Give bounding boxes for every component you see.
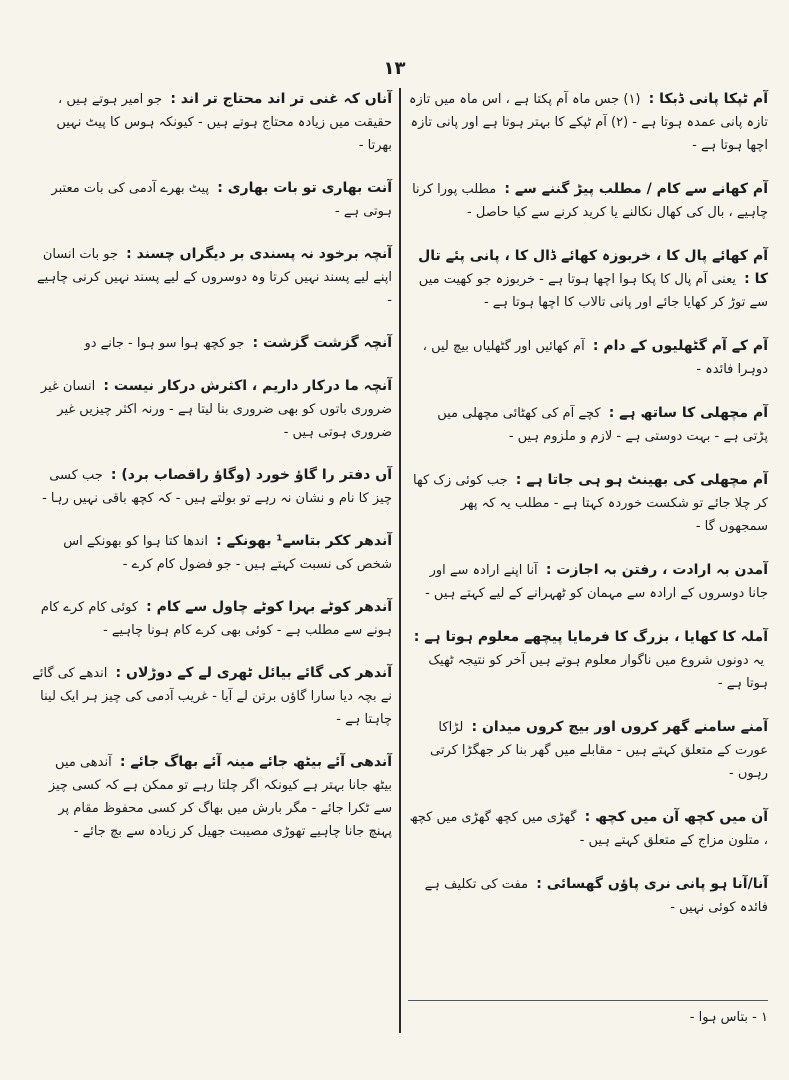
entry — [32, 596, 392, 642]
definition: آم کھائیں اور گٹھلیاں بیچ لیں ، دوہرا فائدہ - — [422, 339, 768, 377]
right-column — [408, 88, 768, 940]
definition: مطلب پورا کرنا چاہیے ، بال کی کھال نکالنے یا کرید کرنے سے کیا حاصل - — [412, 182, 768, 220]
entry — [32, 530, 392, 576]
page-number: ۱۳ — [383, 58, 406, 79]
entry — [32, 375, 392, 444]
entry — [408, 806, 768, 852]
headword: آنچہ گزشت گزشت : — [252, 335, 392, 351]
entry — [408, 178, 768, 224]
headword: آندھر ککر بتاسے¹ بھونکے : — [216, 533, 392, 549]
entry — [408, 469, 768, 538]
headword: آم مچھلی کا ساتھ ہے : — [608, 405, 768, 421]
headword: آں دفتر را گاؤ خورد (وگاؤ راقصاب برد) : — [110, 467, 392, 483]
headword: آمدن بہ ارادت ، رفتن بہ اجازت : — [545, 562, 768, 578]
definition: (۱) جس ماہ آم پکتا ہے ، اس ماہ میں تازہ تازہ پانی عمدہ ہوتا ہے - (۲) آم ٹپکے کا بہتر ہوتا ہے اور پانی تازہ اچھا ہوتا ہے - — [408, 92, 768, 153]
definition: جب کسی چیز کا نام و نشان نہ رہے تو بولتے ہیں - کہ کچھ باقی نہیں رہا - — [42, 468, 392, 506]
headword: آم کھانے سے کام / مطلب پیڑ گننے سے : — [504, 181, 768, 197]
definition: کوئی کام کرے کام ہونے سے مطلب ہے - کوئی بھی کرے کام ہونا چاہیے - — [40, 600, 392, 638]
definition: یہ دونوں شروع میں ناگوار معلوم ہوتے ہیں آخر کو نتیجہ ٹھیک ہوتا ہے - — [428, 653, 768, 691]
entry — [408, 335, 768, 381]
definition: جو کچھ ہوا سو ہوا - جانے دو — [84, 336, 245, 351]
definition: جب کوئی زک کھا کر چلا جائے تو شکست خوردہ کہتا ہے - مطلب یہ کہ پھر سمجھوں گا - — [413, 473, 768, 534]
entry — [408, 873, 768, 919]
entry — [408, 716, 768, 785]
headword: آندھی آئے بیٹھ جائے مینہ آئے بھاگ جائے : — [119, 754, 392, 770]
definition: جو بات انسان اپنے لیے پسند نہیں کرتا وہ دوسروں کے لیے پسند نہیں کرنی چاہیے - — [37, 247, 392, 308]
headword: آن میں کچھ آن میں کچھ : — [584, 809, 768, 825]
column-divider — [399, 88, 401, 1033]
headword: آم مچھلی کی بھینٹ ہو ہی جاتا ہے : — [515, 472, 768, 488]
entry — [408, 626, 768, 695]
entry — [32, 177, 392, 223]
headword: آنچہ برخود نہ پسندی بر دیگراں چسند : — [126, 246, 392, 262]
definition: گھڑی میں کچھ گھڑی میں کچھ ، متلون مزاج کے متعلق کہتے ہیں - — [409, 810, 768, 848]
entry — [32, 332, 392, 355]
footnote-rule — [408, 1000, 768, 1001]
entry — [408, 88, 768, 157]
headword: آنچہ ما درکار داریم ، اکثرش درکار نیست : — [103, 378, 392, 394]
entry — [32, 243, 392, 312]
headword: آنت بھاری تو بات بھاری : — [217, 180, 392, 196]
entry — [408, 559, 768, 605]
definition: آندھی میں بیٹھ جانا بہتر ہے کیونکہ اگر چلتا رہے تو ممکن ہے کہ کسی چیز سے ٹکرا جائے - مگر بارش میں بھاگ کر کسی محفوظ مقام پر پہنچ جانا چاہیے تھوڑی مصیبت جھیل کر زیادہ سے بچ جائے - — [48, 755, 392, 839]
headword: آمنے سامنے گھر کروں اور بیچ کروں میدان : — [471, 719, 768, 735]
entry — [408, 402, 768, 448]
definition: اندھے کی گائے نے بچہ دیا سارا گاؤں برتن لے آیا - غریب آدمی کی چیز ہر ایک لینا چاہتا ہے - — [32, 666, 392, 727]
definition: پیٹ بھرے آدمی کی بات معتبر ہوتی ہے - — [51, 181, 392, 219]
entry — [32, 751, 392, 843]
definition: انسان غیر ضروری باتوں کو بھی ضروری بنا لیتا ہے - ورنہ اکثر چیزیں غیر ضروری ہوتی ہیں - — [40, 379, 392, 440]
entry — [32, 662, 392, 731]
left-column — [32, 88, 392, 863]
headword: آناں کہ غنی تر اند محتاج تر اند : — [170, 91, 392, 107]
definition: جو امیر ہوتے ہیں ، حقیقت میں زیادہ محتاج ہوتے ہیں - کیونکہ ہوس کا پیٹ نہیں بھرتا - — [56, 92, 392, 153]
headword: آملہ کا کھایا ، بزرگ کا فرمایا پیچھے معلوم ہوتا ہے : — [413, 629, 768, 645]
headword: آندھر کی گائے بیائل ٹھری لے کے دوڑلاں : — [115, 665, 392, 681]
definition: کچے آم کی کھٹائی مچھلی میں پڑتی ہے - بہت دوستی ہے - لازم و ملزوم ہیں - — [437, 406, 768, 444]
entry — [32, 464, 392, 510]
definition: اندھا کتا ہوا کو بھونکے اس شخص کی نسبت کہتے ہیں - جو فضول کام کرے - — [63, 534, 392, 572]
headword: آم ٹپکا پانی ڈبکا : — [648, 91, 768, 107]
definition: آنا اپنے ارادہ سے اور جانا دوسروں کے ارادہ سے مہمان کو ٹھہرانے کے لیے کہتے ہیں - — [425, 563, 768, 601]
definition: لڑاکا عورت کے متعلق کہتے ہیں - مقابلے میں گھر بنا کر جھگڑا کرتی رہوں - — [429, 720, 768, 781]
headword: آنا/آنا ہو پانی نری پاؤں گھسائی : — [536, 876, 768, 892]
definition: مفت کی تکلیف ہے فائدہ کوئی نہیں - — [424, 877, 768, 915]
definition: یعنی آم پال کا پکا ہوا اچھا ہوتا ہے - خربوزہ جو کھیت میں سے توڑ کر کھایا جائے اور پانی تالاب کا اچھا ہوتا ہے - — [418, 272, 768, 310]
entry — [408, 245, 768, 314]
footnote: ۱ - بتاس ہوا - — [689, 1010, 768, 1025]
headword: آم کھائے پال کا ، خربوزہ کھائے ڈال کا ، پانی پئے تال کا : — [418, 248, 768, 287]
headword: آم کے آم گٹھلیوں کے دام : — [592, 338, 768, 354]
entry — [32, 88, 392, 157]
headword: آندھر کوٹے بہرا کوٹے چاول سے کام : — [146, 599, 392, 615]
